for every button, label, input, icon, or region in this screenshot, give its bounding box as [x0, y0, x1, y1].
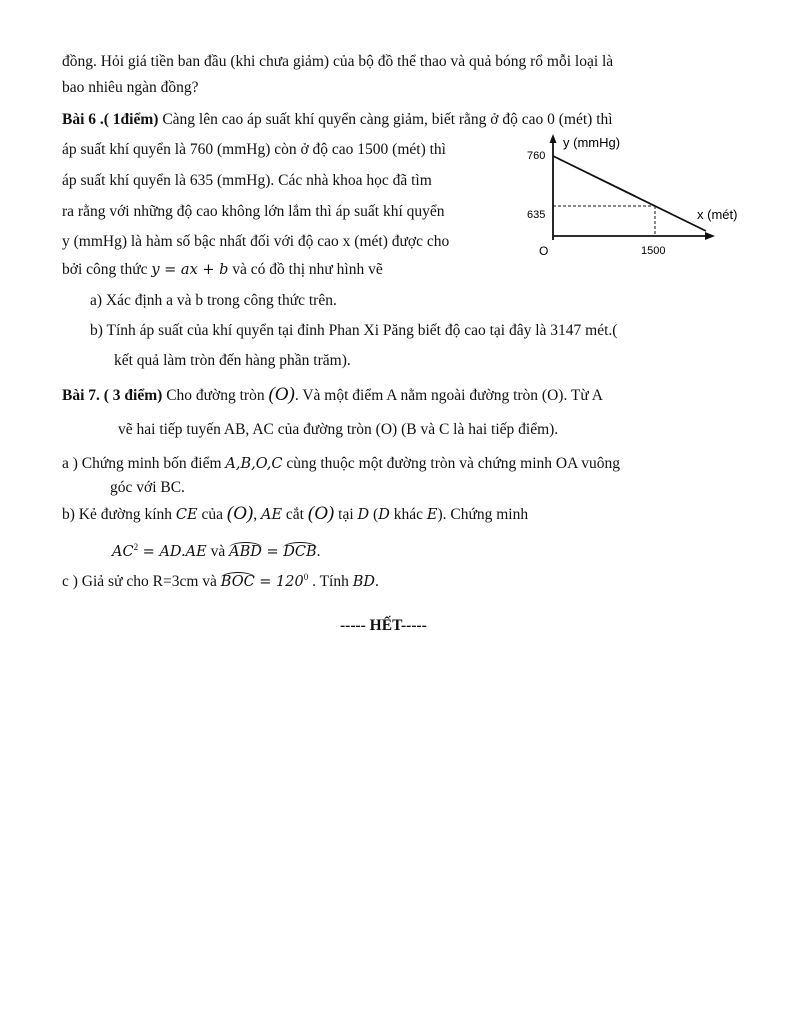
bai7-a-pre: a ) Chứng minh bốn điểm [62, 455, 226, 472]
x-tick-1500: 1500 [641, 245, 666, 257]
bai6-question-b-line-1: b) Tính áp suất của khí quyển tại đỉnh Phan Xi Păng biết độ cao tại đây là 3147 mét.( [90, 322, 618, 339]
bai7-b-cat: cắt [282, 506, 308, 523]
bai7-b-tai: tại [334, 506, 358, 523]
bai6-line-4: ra rằng với những độ cao không lớn lắm thì áp suất khí quyển [62, 203, 445, 220]
y-tick-635: 635 [527, 209, 546, 221]
bai6-label: Bài 6 .( 1điểm) [62, 111, 159, 128]
bai7-b-O1: (O) [226, 503, 254, 524]
bai6-question-b-line-2: kết quả làm tròn đến hàng phần trăm). [114, 352, 351, 369]
bai7-b-E: E [426, 507, 438, 523]
bai7-b-end: ). Chứng minh [437, 506, 529, 523]
bai6-line-5: y (mmHg) là hàm số bậc nhất đối với độ cao x (mét) được cho [62, 233, 450, 250]
series-line [553, 156, 706, 231]
bai7-label: Bài 7. ( 3 điểm) [62, 387, 163, 404]
x-axis-label: x (mét) [697, 207, 738, 222]
bai7-b2-AC: AC [112, 544, 134, 561]
bai6-text-1: Càng lên cao áp suất khí quyển càng giảm, biết rằng ở độ cao 0 (mét) thì [158, 111, 613, 128]
y-axis-arrow [550, 134, 557, 143]
bai6-formula: y = ax + b [151, 262, 229, 278]
origin-label: O [539, 244, 549, 258]
bai7-line-2: vẽ hai tiếp tuyến AB, AC của đường tròn (O) (B và C là hai tiếp điểm). [118, 421, 559, 438]
bai6-line-2: áp suất khí quyển là 760 (mmHg) còn ở độ cao 1500 (mét) thì [62, 141, 446, 158]
y-axis-label: y (mmHg) [563, 135, 621, 150]
bai7-b-D2: D [378, 507, 390, 523]
bai7-a-points: A,B,O,C [225, 456, 283, 472]
bai7-b-cua: của [197, 506, 227, 523]
bai7-question-c [62, 567, 379, 592]
bai7-a-post: cùng thuộc một đường tròn và chứng minh OA vuông [282, 455, 621, 472]
bai6-line-6 [62, 260, 383, 280]
bai7-c-pre: c ) Giả sử cho R=3cm và [62, 573, 221, 591]
intro-line-2: bao nhiêu ngàn đồng? [62, 79, 199, 96]
bai7-c-degree: 0 [303, 572, 309, 582]
bai7-text-1a: Cho đường tròn [162, 387, 269, 404]
bai6-line-3: áp suất khí quyển là 635 (mmHg). Các nhà khoa học đã tìm [62, 172, 432, 189]
bai7-b2-arc-ABD: ABD [229, 544, 262, 561]
y-tick-760: 760 [527, 150, 546, 162]
intro-line-1: đồng. Hỏi giá tiền ban đầu (khi chưa giảm) của bộ đồ thể thao và quả bóng rổ mỗi loại là [62, 53, 614, 70]
bai6-line-6-pre: bởi công thức [62, 261, 152, 278]
bai7-text-1b: . Và một điểm A nằm ngoài đường tròn (O). Từ A [294, 387, 603, 404]
bai7-c-eq: = 120 [254, 574, 304, 591]
bai7-circle-O: (O) [268, 384, 295, 405]
bai6-line-1 [62, 110, 613, 130]
bai7-b2-dot: . [316, 543, 321, 561]
bai7-question-b-line-1 [62, 504, 528, 525]
pressure-chart [515, 128, 755, 268]
bai7-b2-eq2: = [261, 544, 284, 561]
bai7-b-pre: b) Kẻ đường kính [62, 506, 176, 523]
bai6-question-a: a) Xác định a và b trong công thức trên. [90, 292, 337, 309]
bai7-b-comma: , [253, 506, 261, 523]
end-marker: ----- HẾT----- [340, 617, 427, 634]
bai7-b2-arc-DCB: DCB [283, 544, 317, 561]
bai7-c-BD: BD [352, 574, 376, 591]
bai7-b-paren: ( [369, 506, 379, 523]
bai7-line-1 [62, 385, 603, 406]
bai7-b-CE: CE [175, 507, 198, 523]
bai6-line-6-post: và có đồ thị như hình vẽ [228, 261, 383, 278]
bai7-question-a-line-2: góc với BC. [110, 479, 185, 496]
bai7-b2-eq: = AD.AE [138, 544, 207, 561]
bai7-b2-square: 2 [133, 542, 139, 552]
bai7-b2-va: và [206, 543, 230, 561]
bai7-question-b-line-2 [112, 537, 321, 562]
bai7-c-arc-BOC: BOC [220, 574, 255, 591]
bai7-b-khac: khác [389, 506, 427, 523]
x-axis-arrow [705, 232, 715, 240]
bai7-c-mid: . Tính [308, 573, 353, 591]
bai7-b-AE: AE [260, 507, 283, 523]
bai7-b-D: D [357, 507, 370, 523]
bai7-b-O2: (O) [307, 503, 335, 524]
bai7-question-a-line-1 [62, 454, 620, 474]
bai7-c-end: . [375, 573, 379, 591]
